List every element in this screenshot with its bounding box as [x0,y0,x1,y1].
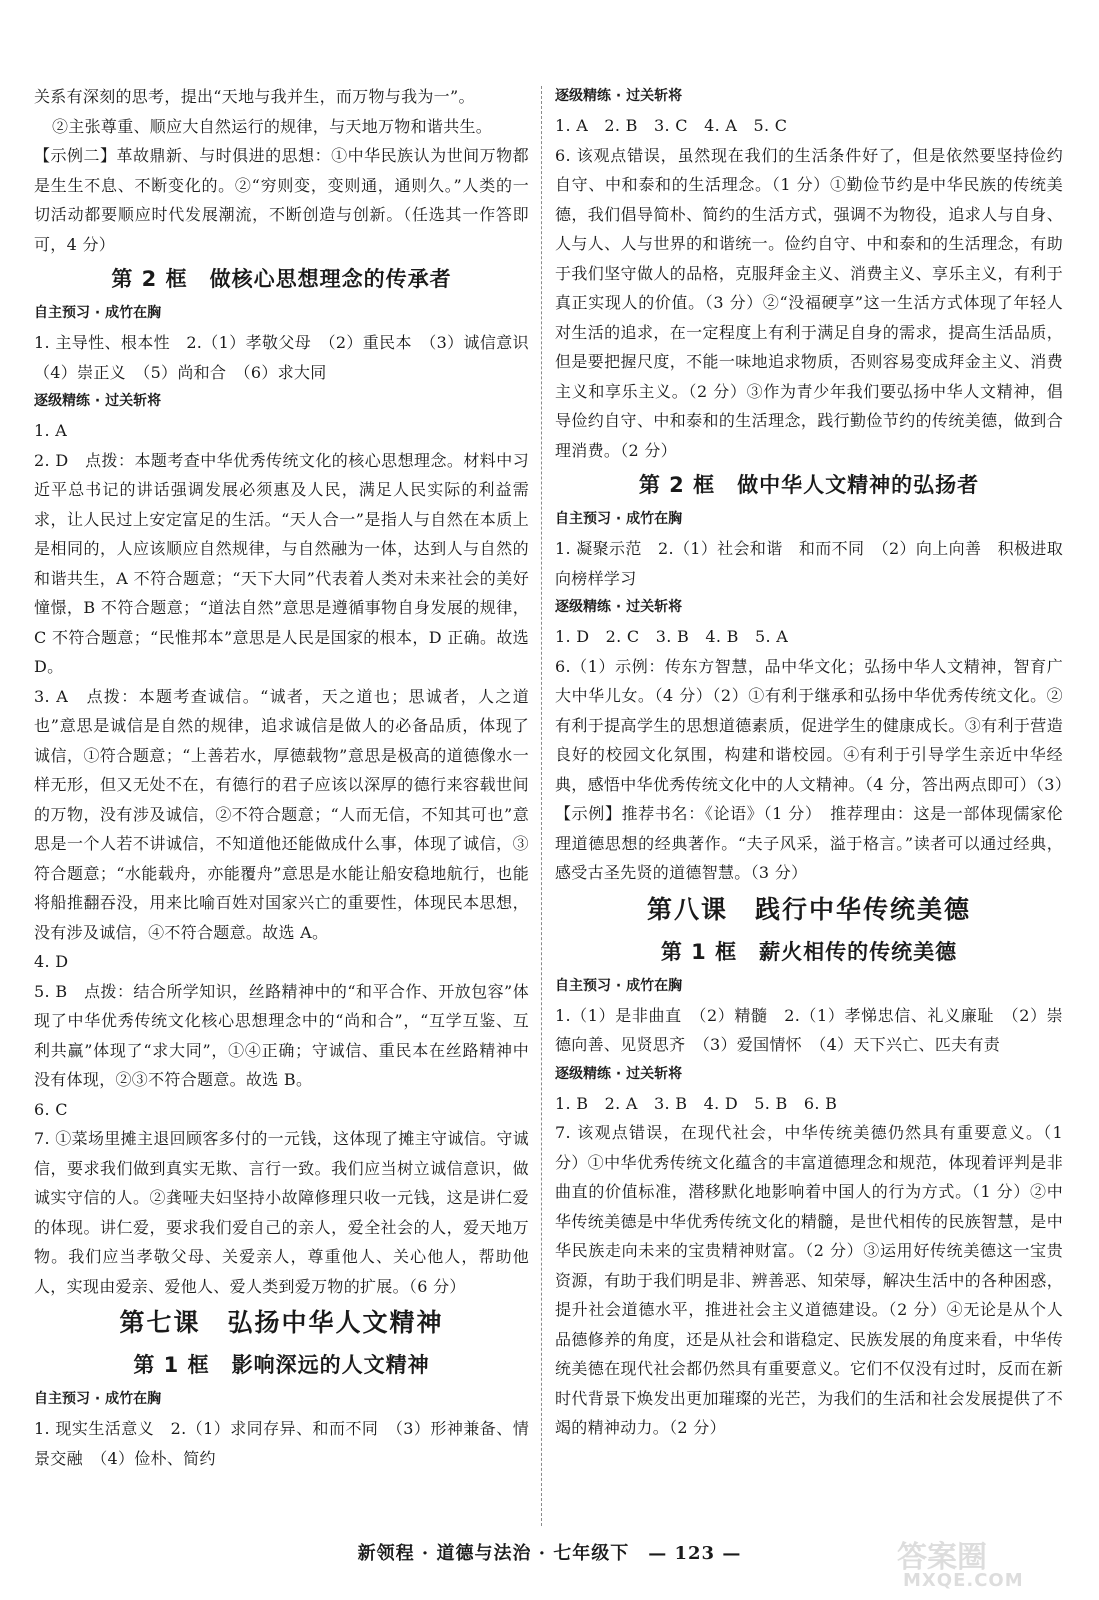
answer-paragraph: 2. D 点拨：本题考查中华优秀传统文化的核心思想理念。材料中习近平总书记的讲话强调发展必须惠及人民，满足人民实际的利益需求，让人民过上安定富足的生活。“天人合一”是指人与自然在本质上是相同的，人应该顺应自然规律，与自然融为一体，达到人与自然的和谐共生，A 不符合题意；“天下大同”代表着人类对未来社会的美好憧憬，B 不符合题意；“道法自然”意思是遵循事物自身发展的规律，C 不符合题意；“民惟邦本”意思是人民是国家的根本，D 正确。故选 D。 [34,450,529,676]
section-label: 逐级精练 · 过关斩将 [34,393,162,409]
left-column [34,82,546,1473]
lesson-subtitle: 第 2 框 做中华人文精神的弘扬者 [638,473,980,497]
answer-paragraph: 【示例二】革故鼎新、与时俱进的思想：①中华民族认为世间万物都是生生不息、不断变化的。②“穷则变，变则通，通则久。”人类的一切活动都要顺应时代发展潮流，不断创造与创新。（任选其一作答即可，4 分） [34,146,529,254]
section-label: 逐级精练 · 过关斩将 [555,1065,683,1082]
lesson-subtitle: 第 1 框 薪火相传的传统美德 [660,939,958,964]
answer-paragraph: 1. 主导性、根本性 2.（1）孝敬父母 （2）重民本 （3）诚信意识 （4）崇正义 （5）尚和合 （6）求大同 [34,333,546,382]
section-label: 自主预习 · 成竹在胸 [34,1391,162,1407]
answer-paragraph: 关系有深刻的思考，提出“天地与我并生，而万物与我为一”。 [34,87,475,106]
column-divider [541,86,542,1526]
watermark-line1: 答案圈 [897,1540,987,1575]
lesson-subtitle: 第 2 框 做核心思想理念的传承者 [111,267,452,291]
lesson-title: 第八课 践行中华传统美德 [646,894,971,924]
watermark-logo [889,1532,1079,1594]
answer-paragraph: 1. A 2. B 3. C 4. A 5. C [555,116,788,135]
answer-paragraph: 6. C [34,1099,68,1119]
answer-paragraph: 5. B 点拨：结合所学知识，丝路精神中的“和平合作、开放包容”体现了中华优秀传统文化核心思想理念中的“尚和合”，“互学互鉴、互利共赢”体现了“求大同”，①④正确；守诚信、重民本在丝路精神中没有体现，②③不符合题意。故选 B。 [34,981,529,1089]
watermark-line2: MXQE.COM [903,1570,1024,1591]
answer-paragraph: 1. A [34,421,68,440]
section-label: 逐级精练 · 过关斩将 [555,88,683,104]
right-column [555,82,1080,1443]
answer-paragraph: 1. D 2. C 3. B 4. B 5. A [555,627,789,646]
answer-paragraph: ②主张尊重、顺应大自然运行的规律，与天地万物和谐共生。 [52,116,493,136]
answer-paragraph: 7. 该观点错误，在现代社会，中华传统美德仍然具有重要意义。（1 分）①中华优秀传统文化蕴含的丰富道德理念和规范，体现着评判是非曲直的价值标准，潜移默化地影响着中国人的行为方式。（1 分）②中华传统美德是中华优秀传统文化的精髓，是世代相传的民族智慧，是中华民族走向未来的宝贵精神财富。（2 分）③运用好传统美德这一宝贵资源，有助于我们明是非、辨善恶、知荣辱，解决生活中的各种困惑，提升社会道德水平，推进社会主义道德建设。（2 分）④无论是从个人品德修养的角度，还是从社会和谐稳定、民族发展的角度来看，中华传统美德在现代社会都仍然具有重要意义。它们不仅没有过时，反而在新时代背景下焕发出更加璀璨的光芒，为我们的生活和社会发展提供了不竭的精神动力。（2 分） [555,1123,1063,1437]
lesson-title: 第七课 弘扬中华人文精神 [119,1308,444,1337]
answer-paragraph: 4. D [34,952,69,971]
answer-paragraph: 3. A 点拨：本题考查诚信。“诚者，天之道也；思诚者，人之道也”意思是诚信是自然的规律，追求诚信是做人的必备品质，体现了诚信，①符合题意；“上善若水，厚德载物”意思是极高的道德像水一样无形，但又无处不在，有德行的君子应该以深厚的德行来容载世间的万物，没有涉及诚信，②不符合题意；“人而无信，不知其可也”意思是一个人若不讲诚信，不知道他还能做成什么事，体现了诚信，③符合题意；“水能载舟，亦能覆舟”意思是水能让船安稳地航行，也能将船推翻吞没，用来比喻百姓对国家兴亡的重要性，体现民本思想，没有涉及诚信，④不符合题意。故选 A。 [34,686,529,942]
answer-paragraph: 6.（1）示例：传东方智慧，品中华文化；弘扬中华人文精神，智育广大中华儿女。（4 分）（2）①有利于继承和弘扬中华优秀传统文化。②有利于提高学生的思想道德素质，促进学生的健康成长。③有利于营造良好的校园文化氛围，构建和谐校园。④有利于引导学生亲近中华经典，感悟中华优秀传统文化中的人文精神。（4 分，答出两点即可）（3）【示例】推荐书名：《论语》（1 分） 推荐理由：这是一部体现儒家伦理道德思想的经典著作。“夫子风采，溢于格言。”读者可以通过经典，感受古圣先贤的道德智慧。（3 分） [555,656,1063,882]
answer-paragraph: 6. 该观点错误，虽然现在我们的生活条件好了，但是依然要坚持俭约自守、中和泰和的生活理念。（1 分）①勤俭节约是中华民族的传统美德，我们倡导简朴、简约的生活方式，强调不为物役，追求人与自身、人与人、人与世界的和谐统一。俭约自守、中和泰和的生活理念，有助于我们坚守做人的品格，克服拜金主义、消费主义、享乐主义，有利于真正实现人的价值。（3 分）②“没福硬享”这一生活方式体现了年轻人对生活的追求，在一定程度上有利于满足自身的需求，提高生活品质，但是要把握尺度，不能一味地追求物质，否则容易变成拜金主义、消费主义和享乐主义。（2 分）③作为青少年我们要弘扬中华人文精神，倡导俭约自守、中和泰和的生活理念，践行勤俭节约的传统美德，做到合理消费。（2 分） [555,145,1063,460]
answer-paragraph: 1. 凝聚示范 2.（1）社会和谐 和而不同 （2）向上向善 积极进取 向榜样学习 [555,539,1080,588]
lesson-subtitle: 第 1 框 影响深远的人文精神 [133,1353,430,1377]
answer-paragraph: 7. ①菜场里摊主退回顾客多付的一元钱，这体现了摊主守诚信。守诚信，要求我们做到真实无欺、言行一致。我们应当树立诚信意识，做诚实守信的人。②龚哑夫妇坚持小故障修理只收一元钱，这是讲仁爱的体现。讲仁爱，要求我们爱自己的亲人，爱全社会的人，爱天地万物。我们应当孝敬父母、关爱亲人，尊重他人、关心他人，帮助他人，实现由爱亲、爱他人、爱人类到爱万物的扩展。（6 分） [34,1129,529,1296]
section-label: 自主预习 · 成竹在胸 [555,511,683,527]
answer-paragraph: 1. B 2. A 3. B 4. D 5. B 6. B [555,1093,838,1113]
section-label: 自主预习 · 成竹在胸 [34,305,162,321]
answer-paragraph: 1.（1）是非曲直 （2）精髓 2.（1）孝悌忠信、礼义廉耻 （2）崇德向善、见贤思齐 （3）爱国情怀 （4）天下兴亡、匹夫有责 [555,1005,1063,1054]
section-label: 自主预习 · 成竹在胸 [555,977,683,994]
answer-paragraph: 1. 现实生活意义 2.（1）求同存异、和而不同 （3）形神兼备、情景交融 （4）俭朴、简约 [34,1419,529,1468]
page-footer: 新领程 · 道德与法治 · 七年级下 — 123 — [357,1543,742,1564]
section-label: 逐级精练 · 过关斩将 [555,599,683,615]
